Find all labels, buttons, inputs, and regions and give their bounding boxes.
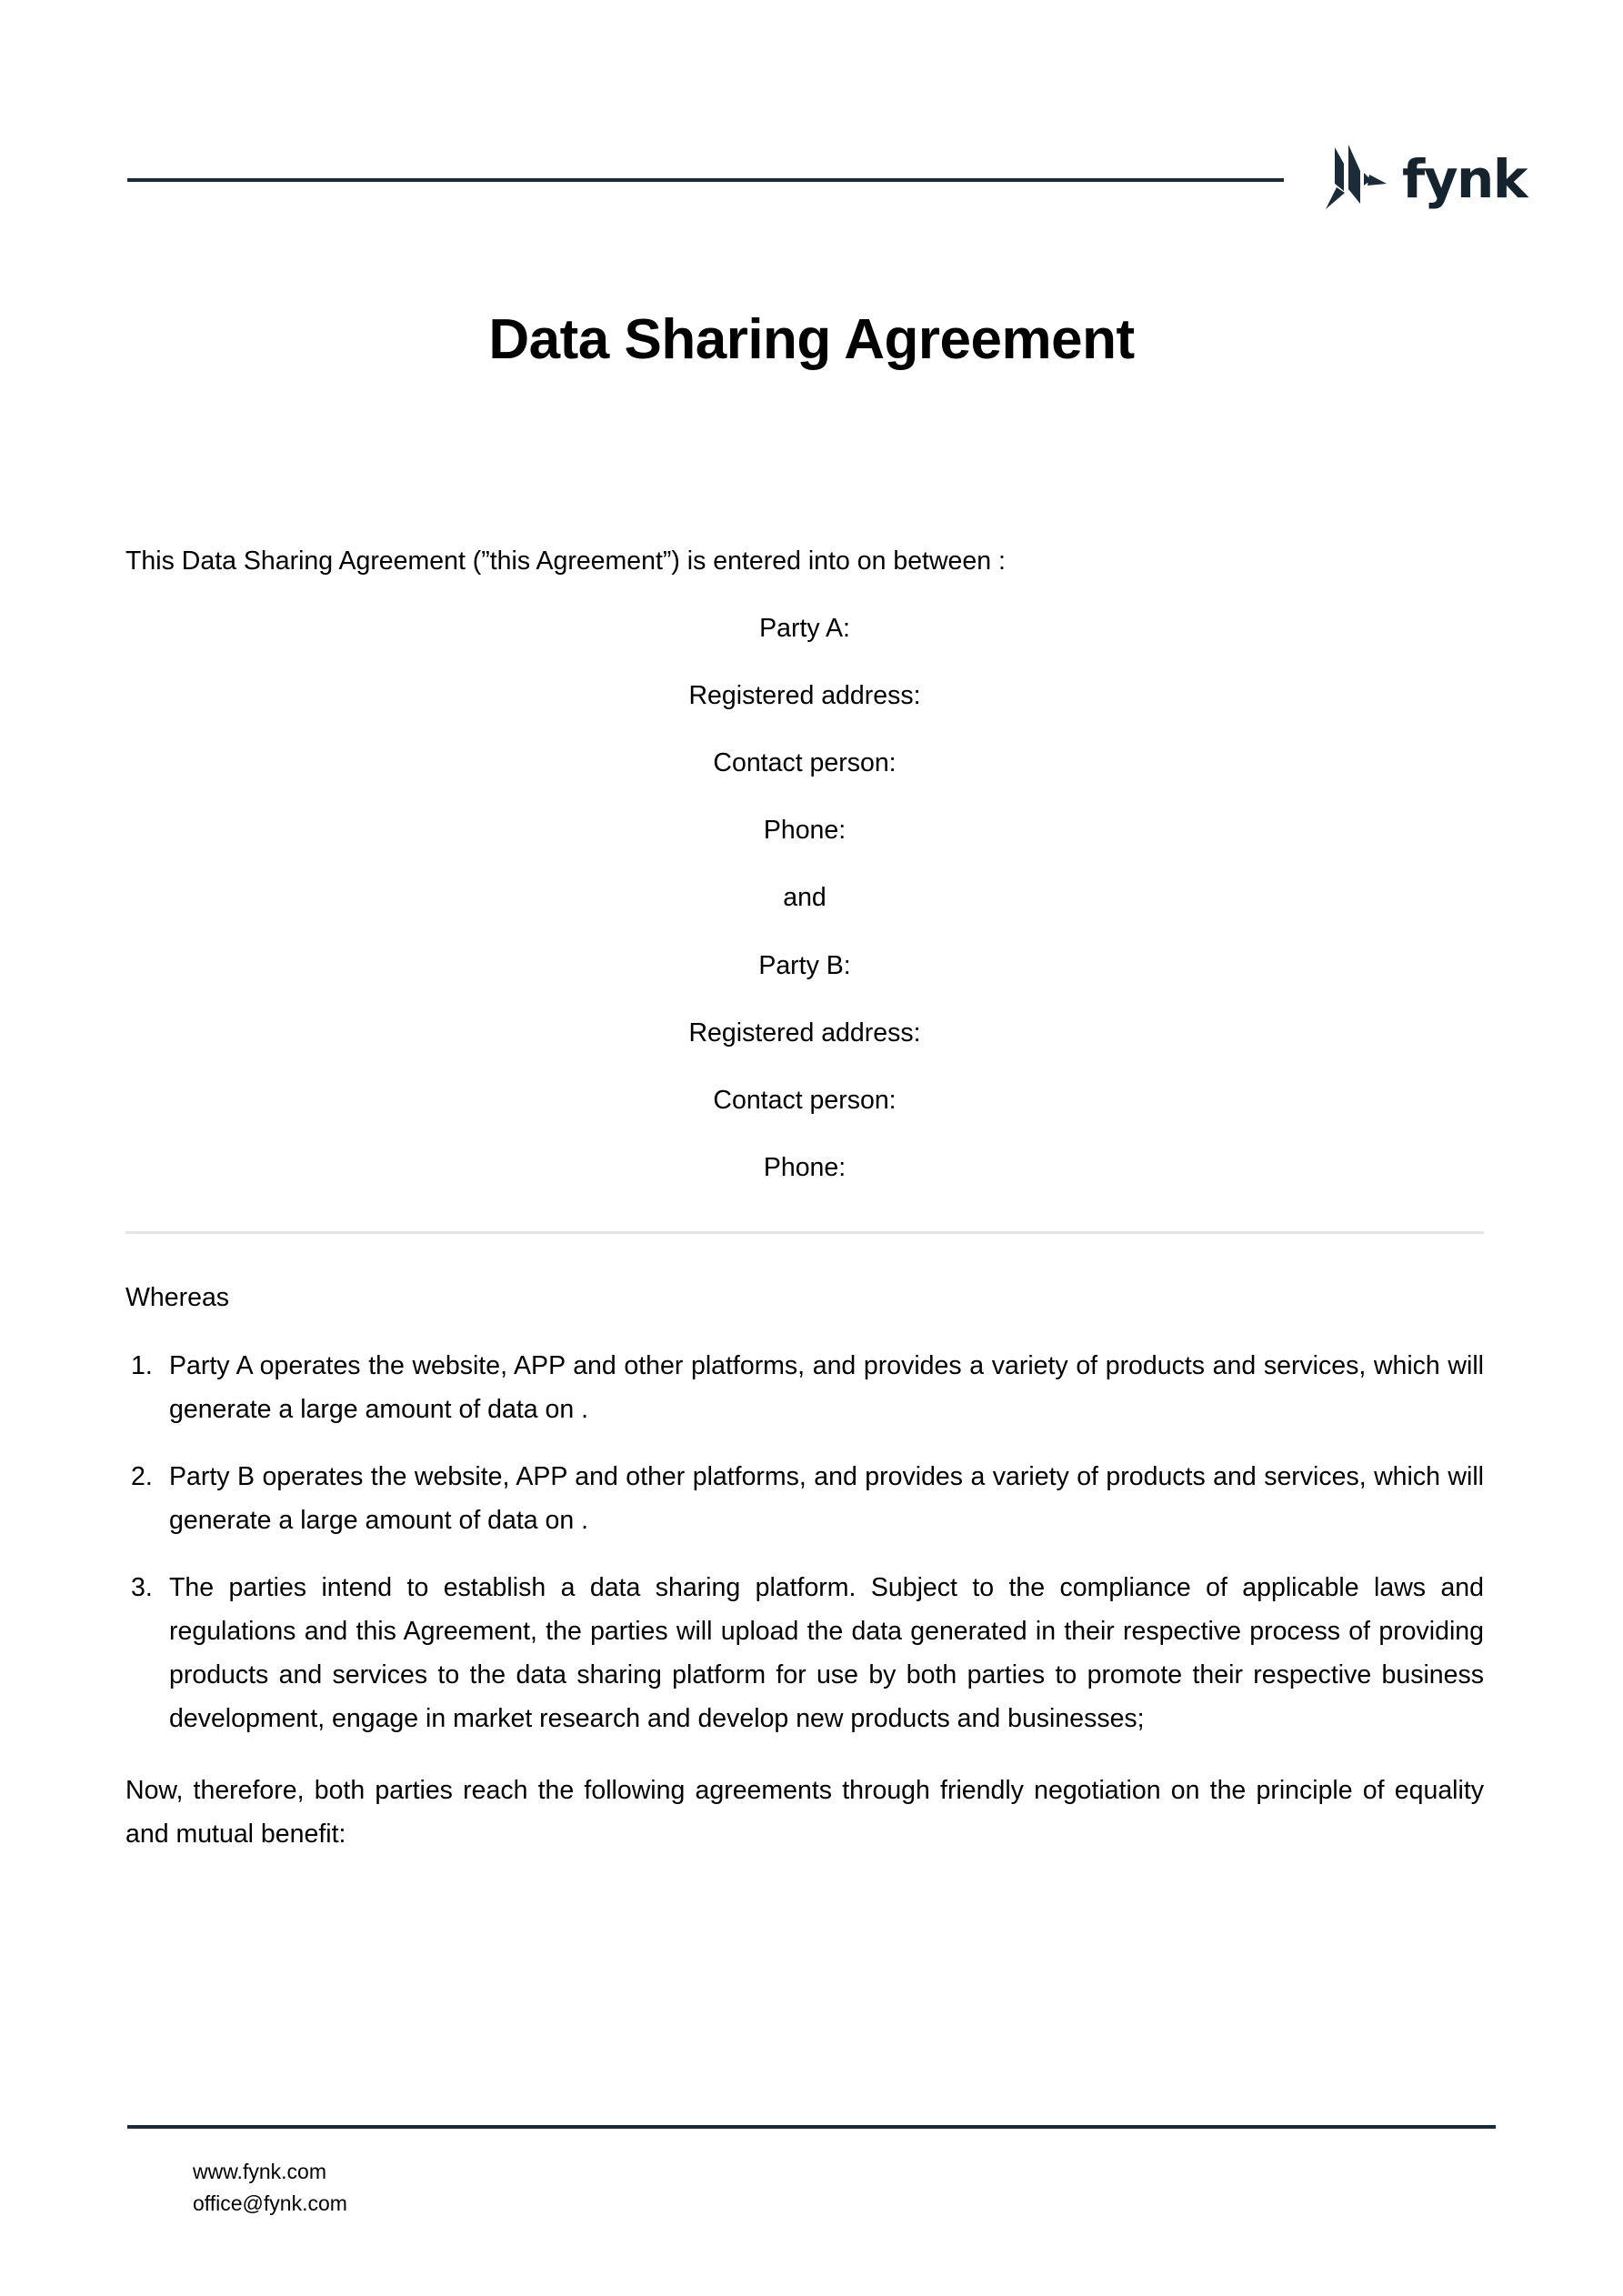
footer-contact-block xyxy=(193,2156,347,2219)
list-item: Party A operates the website, APP and other platforms, and provides a variety of products and services, which will generate a large amount of data on . xyxy=(169,1351,1484,1425)
party-line: Contact person: xyxy=(713,748,897,778)
party-line: and xyxy=(783,883,827,913)
recitals-list xyxy=(125,1345,1484,1740)
page-header xyxy=(0,0,1623,236)
page-title: Data Sharing Agreement xyxy=(488,308,1135,371)
party-line: Party A: xyxy=(759,613,850,643)
party-line: Party B: xyxy=(758,950,851,980)
fynk-origami-bird-logo-icon xyxy=(1317,144,1388,211)
party-line: Phone: xyxy=(763,816,847,846)
whereas-heading: Whereas xyxy=(125,1283,230,1313)
list-item: Party B operates the website, APP and other platforms, and provides a variety of products and services, which will generate a large amount of data on . xyxy=(169,1462,1484,1536)
page-footer xyxy=(0,2087,1623,2296)
party-line: Contact person: xyxy=(713,1085,897,1115)
closing-paragraph: Now, therefore, both parties reach the following agreements through friendly negotiation on the principle of equality and mutual benefit: xyxy=(125,1776,1484,1850)
footer-website[interactable]: www.fynk.com xyxy=(193,2160,326,2183)
parties-block xyxy=(125,608,1484,1188)
intro-paragraph: This Data Sharing Agreement (”this Agreement”) is entered into on between : xyxy=(125,546,1006,576)
footer-divider-rule xyxy=(127,2125,1496,2129)
list-item: The parties intend to establish a data sharing platform. Subject to the compliance of applicable laws and regulations and this Agreement, the parties will upload the data generated in their respective process of providing products and services to the data sharing platform for use by both parties to promote their respective business development, engage in market research and develop new products and businesses; xyxy=(169,1572,1484,1733)
header-divider-rule xyxy=(127,178,1284,182)
footer-email[interactable]: office@fynk.com xyxy=(193,2191,347,2215)
party-line: Registered address: xyxy=(688,680,921,710)
document-body xyxy=(125,515,1484,1883)
section-divider xyxy=(125,1231,1484,1234)
party-line: Phone: xyxy=(763,1153,847,1183)
party-line: Registered address: xyxy=(688,1018,921,1048)
brand-logo xyxy=(1317,144,1527,211)
brand-wordmark: fynk xyxy=(1402,148,1527,210)
